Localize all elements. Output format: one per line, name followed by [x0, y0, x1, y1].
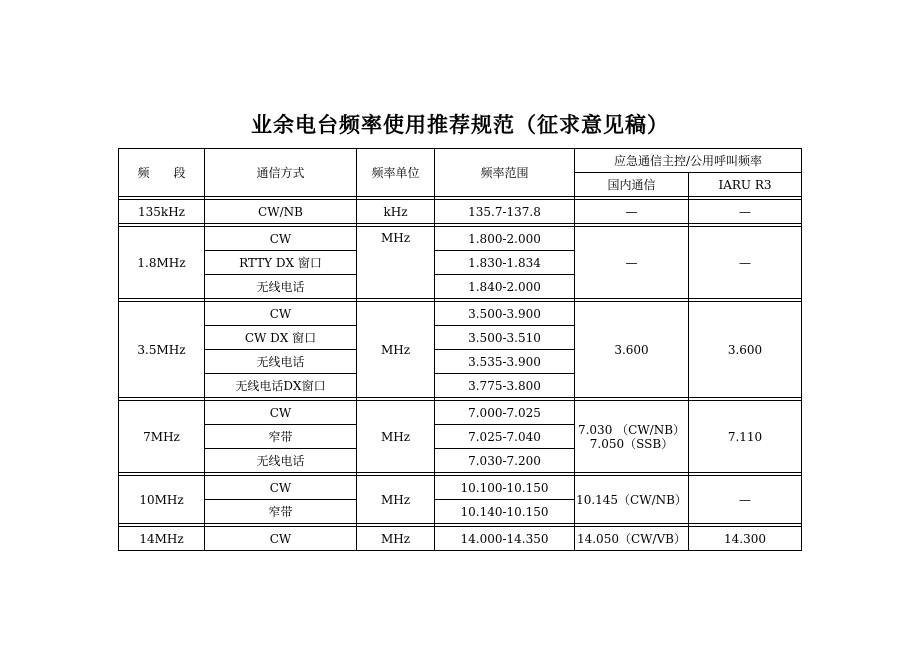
iaru-cell: 14.300: [689, 527, 802, 551]
range-cell: 1.800-2.000: [435, 227, 575, 251]
iaru-cell: —: [689, 200, 802, 224]
band-cell: 1.8MHz: [119, 227, 205, 299]
unit-cell: kHz: [357, 200, 435, 224]
range-cell: 1.840-2.000: [435, 275, 575, 299]
range-cell: 3.500-3.510: [435, 326, 575, 350]
domestic-cell: [575, 401, 689, 473]
header-mode: 通信方式: [205, 149, 357, 197]
mode-cell: 无线电话DX窗口: [205, 374, 357, 398]
unit-cell: MHz: [357, 302, 435, 398]
mode-cell: 无线电话: [205, 449, 357, 473]
frequency-table: [118, 148, 802, 551]
mode-cell: CW: [205, 401, 357, 425]
domestic-cell: 14.050（CW/VB）: [575, 527, 689, 551]
range-cell: 10.100-10.150: [435, 476, 575, 500]
band-cell: 135kHz: [119, 200, 205, 224]
mode-cell: CW DX 窗口: [205, 326, 357, 350]
range-cell: 3.535-3.900: [435, 350, 575, 374]
band-cell: 14MHz: [119, 527, 205, 551]
iaru-cell: 7.110: [689, 401, 802, 473]
header-domestic: 国内通信: [575, 173, 689, 197]
mode-cell: CW: [205, 302, 357, 326]
iaru-cell: —: [689, 476, 802, 524]
range-cell: 3.500-3.900: [435, 302, 575, 326]
header-range: 频率范围: [435, 149, 575, 197]
table-row: [119, 476, 802, 500]
document-title: 业余电台频率使用推荐规范（征求意见稿）: [251, 113, 669, 137]
range-cell: 7.000-7.025: [435, 401, 575, 425]
mode-cell: 窄带: [205, 425, 357, 449]
range-cell: 135.7-137.8: [435, 200, 575, 224]
range-cell: 10.140-10.150: [435, 500, 575, 524]
domestic-line: 7.030 （CW/NB）: [577, 422, 686, 437]
iaru-cell: —: [689, 227, 802, 299]
table-row: [119, 527, 802, 551]
mode-cell: 无线电话: [205, 350, 357, 374]
header-iaru: IARU R3: [689, 173, 802, 197]
mode-cell: 无线电话: [205, 275, 357, 299]
mode-cell: CW: [205, 527, 357, 551]
band-cell: 10MHz: [119, 476, 205, 524]
iaru-cell: 3.600: [689, 302, 802, 398]
range-cell: 1.830-1.834: [435, 251, 575, 275]
mode-cell: CW/NB: [205, 200, 357, 224]
unit-cell: MHz: [357, 401, 435, 473]
table-header-row: [119, 149, 802, 173]
range-cell: 7.030-7.200: [435, 449, 575, 473]
table-row: [119, 227, 802, 251]
band-cell: 3.5MHz: [119, 302, 205, 398]
header-band: 频 段: [119, 149, 205, 197]
table-row: [119, 302, 802, 326]
header-unit: 频率单位: [357, 149, 435, 197]
unit-cell: MHz: [357, 527, 435, 551]
mode-cell: RTTY DX 窗口: [205, 251, 357, 275]
domestic-cell: 3.600: [575, 302, 689, 398]
domestic-cell: —: [575, 227, 689, 299]
mode-cell: 窄带: [205, 500, 357, 524]
range-cell: 14.000-14.350: [435, 527, 575, 551]
mode-cell: CW: [205, 227, 357, 251]
range-cell: 3.775-3.800: [435, 374, 575, 398]
domestic-line: 7.050（SSB）: [589, 436, 674, 451]
range-cell: 7.025-7.040: [435, 425, 575, 449]
table-row: [119, 200, 802, 224]
header-emergency: 应急通信主控/公用呼叫频率: [575, 149, 802, 173]
mode-cell: CW: [205, 476, 357, 500]
domestic-cell: 10.145（CW/NB）: [575, 476, 689, 524]
domestic-cell: —: [575, 200, 689, 224]
unit-cell: MHz: [357, 476, 435, 524]
band-cell: 7MHz: [119, 401, 205, 473]
table-row: [119, 401, 802, 425]
unit-cell: MHz: [357, 227, 435, 299]
